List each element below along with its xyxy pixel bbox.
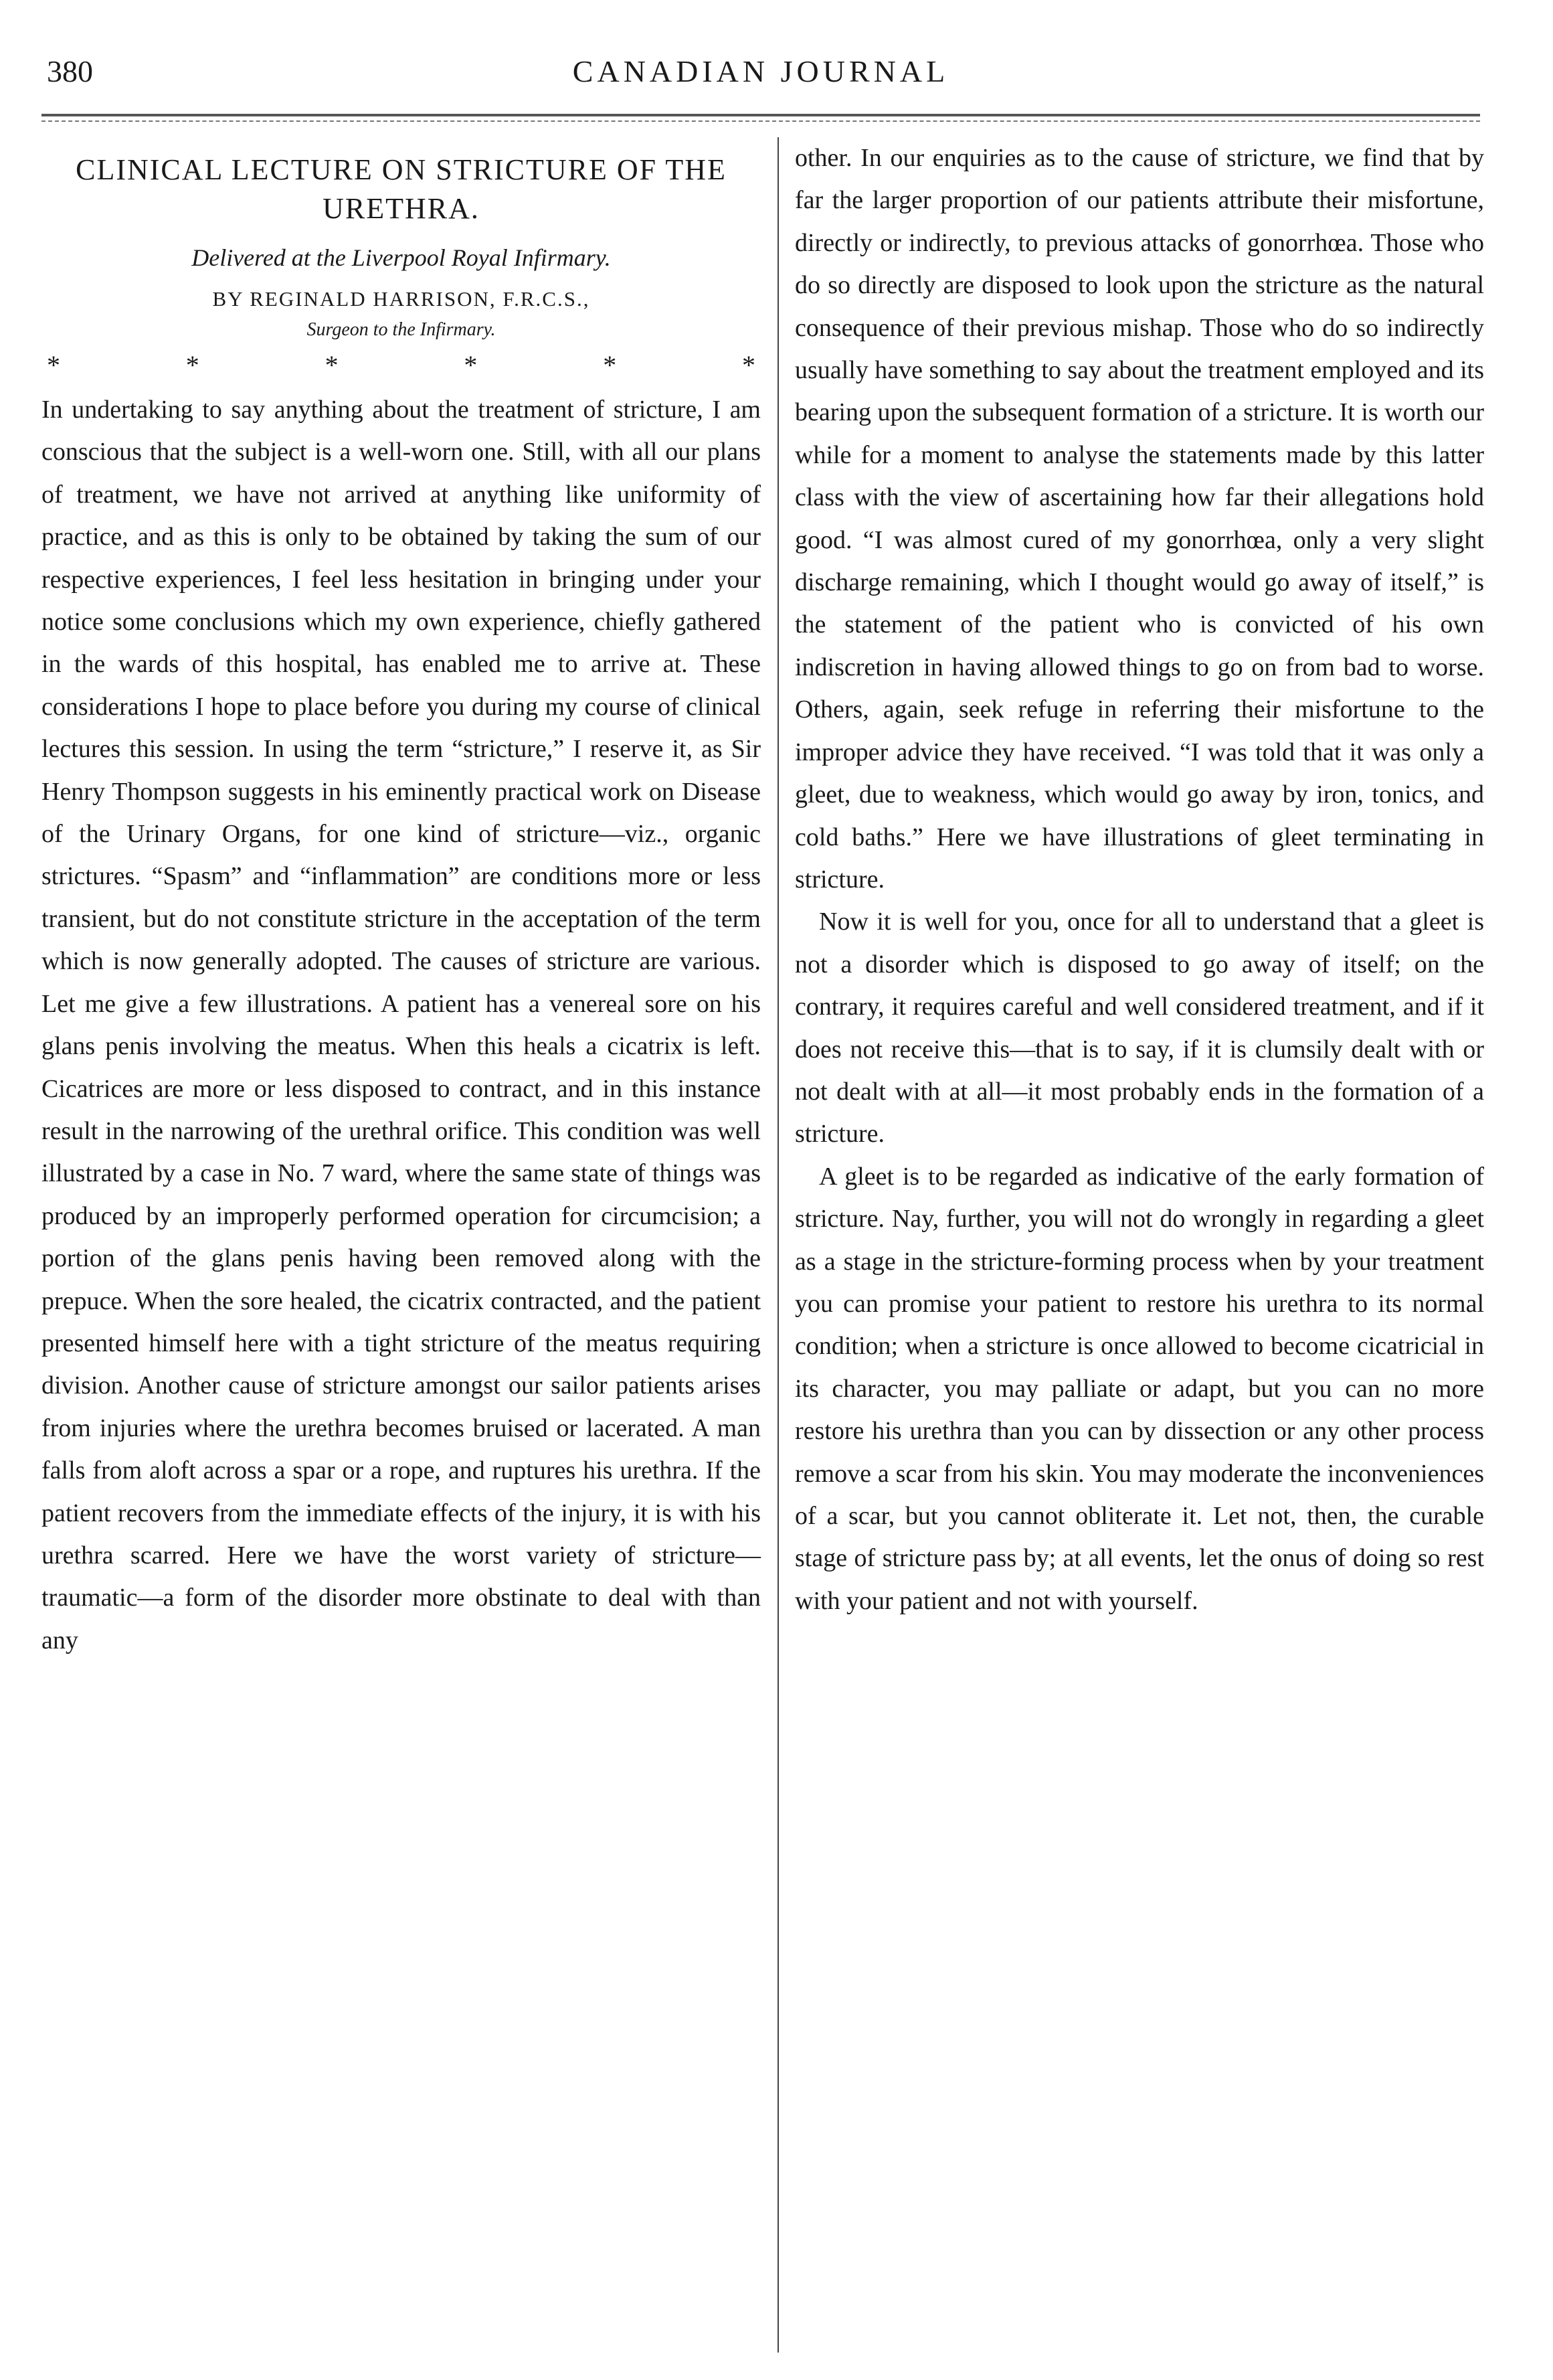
column-divider [778,137,779,2353]
header-rule [41,114,1480,116]
body-paragraph: other. In our enquiries as to the cause of stricture, we find that by far the larger proportion of our patients attribute their misfortune, directly or indirectly, to previous attacks of gonorrhœa. Those who do so directly are disposed to look upon the stricture as the natural consequence of their previous mishap. Those who do so indirectly usually have something to say about the treatment employed and its bearing upon the subsequent formation of a stricture. It is worth our while for a moment to analyse the statements made by this latter class with the view of ascertaining how far their allegations hold good. “I was almost cured of my gonorrhœa, only a very slight discharge remaining, which I thought would go away of itself,” is the statement of the patient who is convicted of his own indiscretion in having allowed things to go on from bad to worse. Others, again, seek refuge in referring their misfortune to the improper advice they have received. “I was told that it was only a gleet, due to weakness, which would go away by iron, tonics, and cold baths.” Here we have illustrations of gleet terminating in stricture. [795,144,1484,894]
author-line: BY REGINALD HARRISON, F.R.C.S., [212,287,590,311]
asterisk: * [325,350,339,380]
author-role: Surgeon to the Infirmary. [306,319,496,340]
body-paragraph: Now it is well for you, once for all to understand that a gleet is not a disorder which is disposed to go away of itself; on the contrary, it requires careful and well considered treatment, and if it does not receive this—that is to say, if it is clumsily dealt with or not dealt with at all—it most probably ends in the formation of a stricture. [795,908,1484,1149]
right-column [795,137,1484,1622]
running-title: CANADIAN JOURNAL [572,54,949,88]
body-paragraph: In undertaking to say anything about the treatment of stricture, I am conscious that the subject is a well-worn one. Still, with all our plans of treatment, we have not arrived at anything like uniformity of practice, and as this is only to be obtained by taking the sum of our respective experiences, I feel less hesitation in bringing under your notice some conclusions which my own experience, chiefly gathered in the wards of this hospital, has enabled me to arrive at. These considerations I hope to place before you during my course of clinical lectures this session. In using the term “stricture,” I reserve it, as Sir Henry Thompson suggests in his eminently practical work on Disease of the Urinary Organs, for one kind of stricture—viz., organic strictures. “Spasm” and “inflammation” are conditions more or less transient, but do not constitute stricture in the acceptation of the term which is now generally adopted. The causes of stricture are various. Let me give a few illustrations. A patient has a venereal sore on his glans penis involving the meatus. When this heals a cicatrix is left. Cicatrices are more or less disposed to contract, and in this instance result in the narrowing of the urethral orifice. This condition was well illustrated by a case in No. 7 ward, where the same state of things was produced by an improperly performed operation for circumcision; a portion of the glans penis having been removed along with the prepuce. When the sore healed, the cicatrix contracted, and the patient presented himself here with a tight stricture of the meatus requiring division. Another cause of stricture amongst our sailor patients arises from injuries where the urethra becomes bruised or lacerated. A man falls from aloft across a spar or a rope, and ruptures his urethra. If the patient recovers from the immediate effects of the injury, it is with his urethra scarred. Here we have the worst variety of stricture—traumatic—a form of the disorder more obstinate to deal with than any [41,396,761,1654]
asterisk: * [603,350,617,380]
asterisk: * [741,350,755,380]
body-paragraph: A gleet is to be regarded as indicative of the early formation of stricture. Nay, further, you will not do wrongly in regarding a gleet as a stage in the stricture-forming process when by your treatment you can promise your patient to restore his urethra to its normal condition; when a stricture is once allowed to become cicatricial in its character, you may palliate or adapt, but you can no more restore his urethra than you can by dissection or any other process remove a scar from his skin. You may moderate the inconveniences of a scar, but you cannot obliterate it. Let not, then, the curable stage of stricture pass by; at all events, let the onus of doing so rest with your patient and not with yourself. [795,1162,1484,1615]
asterisk: * [464,350,478,380]
left-column [41,137,761,1662]
asterisk-separator [41,346,761,385]
page-header [41,47,1480,100]
asterisk: * [47,350,60,380]
header-rule-dashed [41,120,1480,122]
delivered-at: Delivered at the Liverpool Royal Infirmary. [191,244,611,271]
page-number: 380 [47,54,93,88]
asterisk: * [185,350,199,380]
article-title: CLINICAL LECTURE ON STRICTURE OF THE URETHRA. [76,153,727,225]
